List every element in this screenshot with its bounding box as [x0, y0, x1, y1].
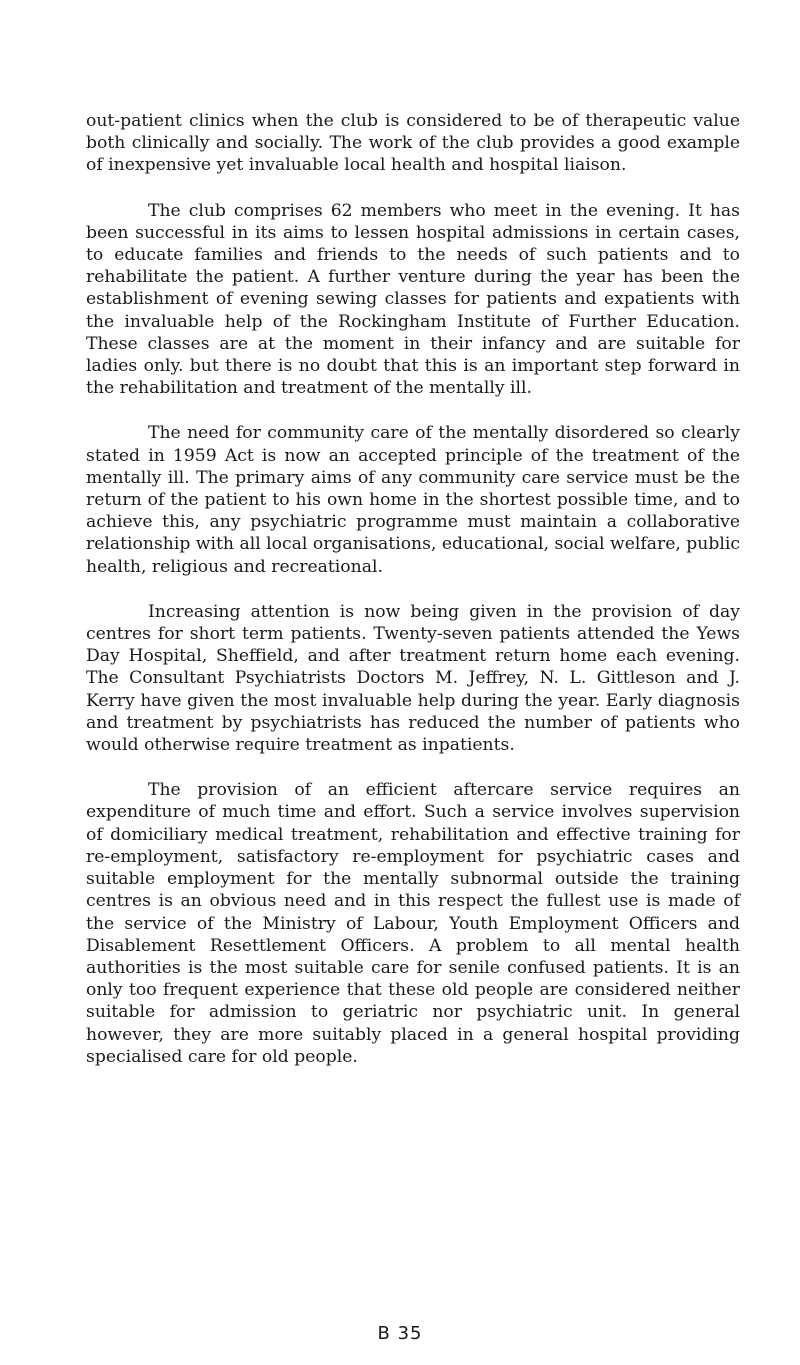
page-number: B 35 [377, 1323, 423, 1344]
paragraph-4: Increasing attention is now being given in the provision of day centres for short term patients. Twenty-seven patients attended the Yews Day Hospital, Sheffield, and after treatment return home each evening. The Consultant Psychiatrists Doctors M. Jeffrey, N. L. Gittleson and J. Kerry have given the most invaluable help during the year. Early diagnosis and treatment by psychiatrists has reduced the number of patients who would otherwise require treatment as inpatients. [86, 601, 740, 756]
document-body [86, 110, 740, 1091]
paragraph-5: The provision of an efficient aftercare service requires an expenditure of much time and effort. Such a service involves supervision of domiciliary medical treatment, rehabilitation and effective training for re-employment, satisfactory re-employment for psychiatric cases and suitable employment for the mentally subnormal outside the training centres is an obvious need and in this respect the fullest use is made of the service of the Ministry of Labour, Youth Employment Officers and Disablement Resettlement Officers. A problem to all mental health authorities is the most suitable care for senile confused patients. It is an only too frequent experience that these old people are considered neither suitable for admission to geriatric nor psychiatric unit. In general however, they are more suitably placed in a general hospital providing specialised care for old people. [86, 780, 740, 1067]
paragraph-1: out-patient clinics when the club is considered to be of therapeutic value both clinically and socially. The work of the club provides a good example of inexpensive yet invaluable local health and hospital liaison. [86, 111, 740, 176]
paragraph-3: The need for community care of the mentally disordered so clearly stated in 1959 Act is now an accepted principle of the treatment of the mentally ill. The primary aims of any community care service must be the return of the patient to his own home in the shortest possible time, and to achieve this, any psychiatric programme must maintain a collaborative relationship with all local organisations, educational, social welfare, public health, religious and recreational. [86, 423, 740, 577]
paragraph-2: The club comprises 62 members who meet in the evening. It has been successful in its aims to lessen hospital admissions in certain cases, to educate families and friends to the needs of such patients and to rehabilitate the patient. A further venture during the year has been the establishment of evening sewing classes for patients and expatients with the invaluable help of the Rockingham Institute of Further Education. These classes are at the moment in their infancy and are suitable for ladies only. but there is no doubt that this is an important step forward in the rehabilitation and treatment of the mentally ill. [86, 200, 740, 399]
